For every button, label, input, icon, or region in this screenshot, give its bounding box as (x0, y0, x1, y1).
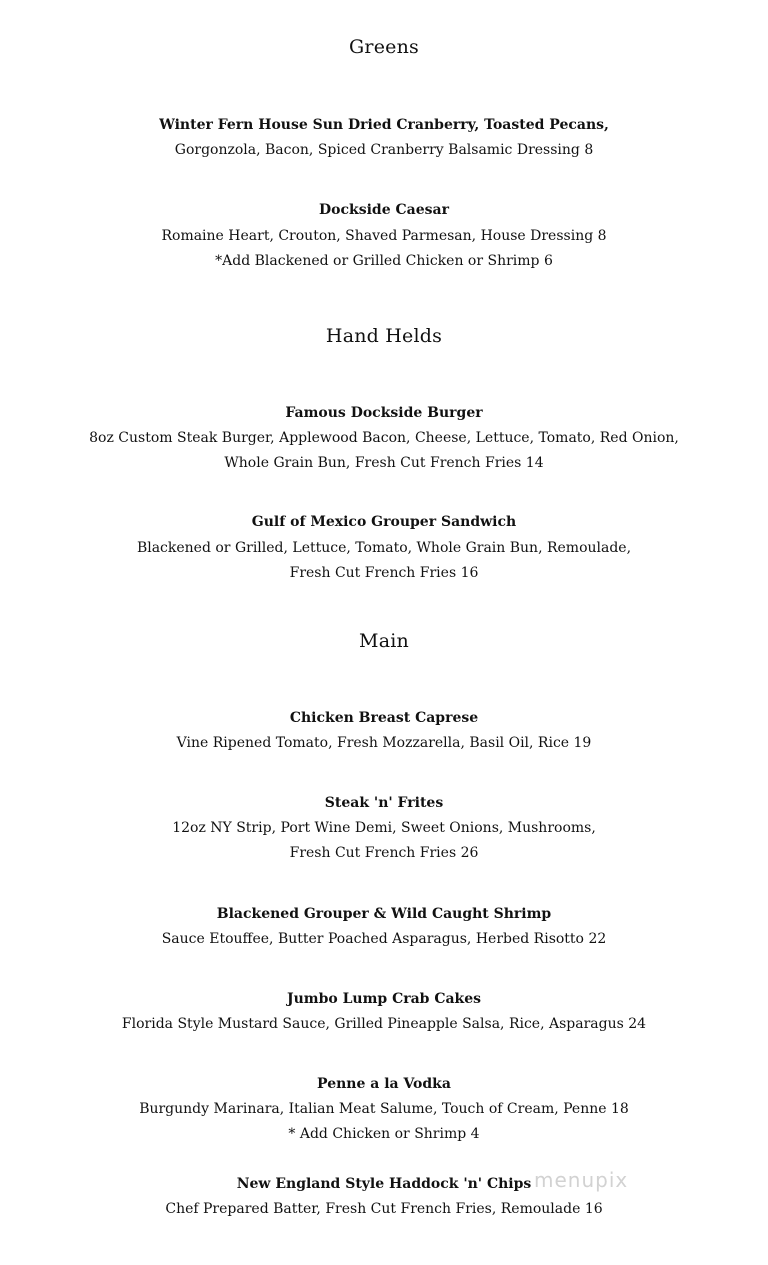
menu-item-description: Romaine Heart, Crouton, Shaved Parmesan, House Dressing 8 (161, 228, 607, 244)
menu-item-addon: *Add Blackened or Grilled Chicken or Shrimp 6 (215, 253, 553, 269)
menu-item-description: Fresh Cut French Fries 16 (289, 565, 479, 581)
section-heading-greens: Greens (349, 36, 419, 58)
menu-item-description: Chef Prepared Batter, Fresh Cut French Fries, Remoulade 16 (165, 1201, 603, 1217)
menu-item-title: Gulf of Mexico Grouper Sandwich (251, 514, 517, 530)
menu-item-title: Winter Fern House Sun Dried Cranberry, Toasted Pecans, (159, 117, 609, 133)
section-heading-main: Main (359, 630, 409, 652)
watermark-logo: menupix (534, 1168, 629, 1192)
section-heading-hand-helds: Hand Helds (325, 325, 443, 347)
menu-item-title: Penne a la Vodka (317, 1076, 451, 1092)
menu-item-title: Steak 'n' Frites (324, 795, 444, 811)
menu-item-title: Jumbo Lump Crab Cakes (286, 991, 482, 1007)
menu-item-description: Whole Grain Bun, Fresh Cut French Fries 14 (224, 455, 544, 471)
menu-item-description: Burgundy Marinara, Italian Meat Salume, Touch of Cream, Penne 18 (139, 1101, 629, 1117)
menu-item-title: New England Style Haddock 'n' Chips (236, 1176, 532, 1192)
menu-item-description: Blackened or Grilled, Lettuce, Tomato, Whole Grain Bun, Remoulade, (136, 540, 632, 556)
menu-item-title: Famous Dockside Burger (285, 405, 483, 421)
menu-item-addon: * Add Chicken or Shrimp 4 (288, 1126, 480, 1142)
menu-item-description: Gorgonzola, Bacon, Spiced Cranberry Balsamic Dressing 8 (174, 142, 594, 158)
menu-item-title: Chicken Breast Caprese (289, 710, 479, 726)
menu-item-description: Sauce Etouffee, Butter Poached Asparagus, Herbed Risotto 22 (161, 931, 607, 947)
menu-item-description: 12oz NY Strip, Port Wine Demi, Sweet Onions, Mushrooms, (172, 820, 596, 836)
menu-item-description: 8oz Custom Steak Burger, Applewood Bacon, Cheese, Lettuce, Tomato, Red Onion, (89, 430, 679, 446)
menu-item-description: Florida Style Mustard Sauce, Grilled Pineapple Salsa, Rice, Asparagus 24 (121, 1016, 647, 1032)
menu-item-description: Fresh Cut French Fries 26 (289, 845, 479, 861)
menu-item-title: Dockside Caesar (319, 202, 449, 218)
menu-item-title: Blackened Grouper & Wild Caught Shrimp (216, 906, 552, 922)
menu-item-description: Vine Ripened Tomato, Fresh Mozzarella, Basil Oil, Rice 19 (176, 735, 592, 751)
